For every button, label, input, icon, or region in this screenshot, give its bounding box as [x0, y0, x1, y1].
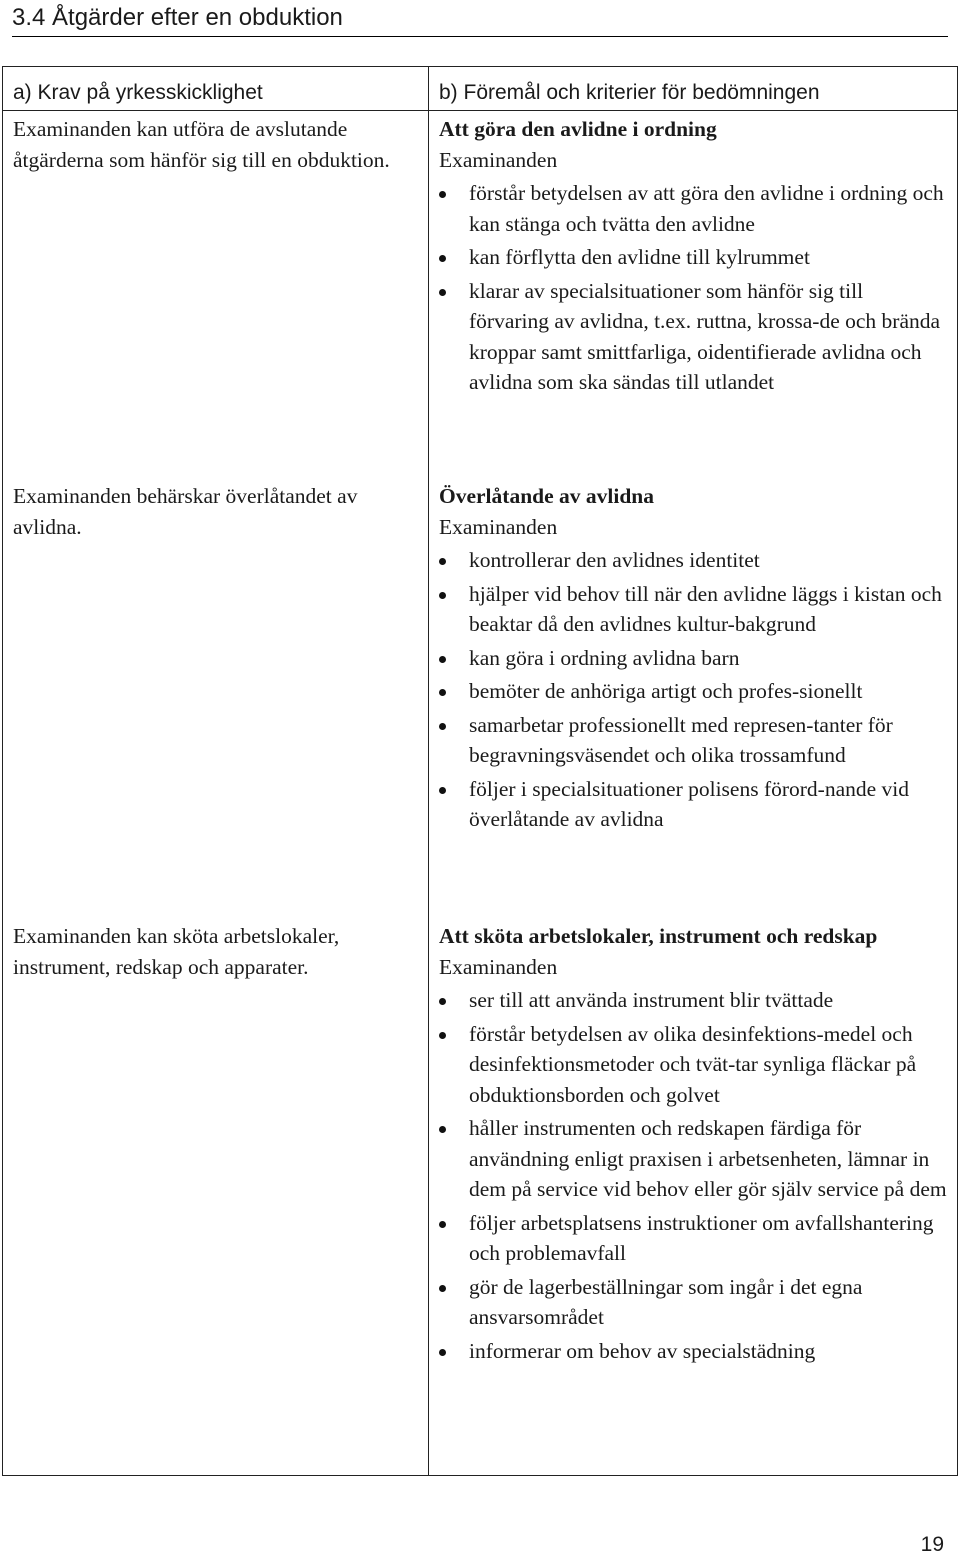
bullet-icon: [439, 787, 446, 794]
column-header-b-cell: [429, 67, 958, 111]
list-item: [439, 1113, 947, 1205]
criterion-text: bemöter de anhöriga artigt och profes-sionellt: [469, 679, 863, 703]
bullet-icon: [439, 592, 446, 599]
criteria-section: [439, 111, 947, 481]
list-item: [439, 579, 947, 640]
criteria-cell: [429, 111, 958, 1476]
list-item: [439, 1272, 947, 1333]
list-item: [439, 1336, 947, 1367]
bullet-icon: [439, 1221, 446, 1228]
bullet-icon: [439, 289, 446, 296]
list-item: [439, 676, 947, 707]
column-header-a: a) Krav på yrkesskicklighet: [13, 81, 263, 104]
criterion-text: följer arbetsplatsens instruktioner om avfallshantering och problemavfall: [469, 1210, 934, 1265]
criterion-text: hjälper vid behov till när den avlidne läggs i kistan och beaktar då den avlidnes kultur-bakgrund: [469, 581, 942, 636]
list-item: [439, 242, 947, 273]
bullet-icon: [439, 1285, 446, 1292]
bullet-icon: [439, 191, 446, 198]
section-title: Att göra den avlidne i ordning: [439, 117, 717, 141]
criterion-text: informerar om behov av specialstädning: [469, 1338, 816, 1363]
examinee-label: Examinanden: [439, 514, 558, 539]
criterion-text: kan förflytta den avlidne till kylrummet: [469, 245, 810, 269]
criterion-text: ser till att använda instrument blir tvättade: [469, 988, 834, 1012]
bullet-icon: [439, 558, 446, 565]
list-item: [439, 1019, 947, 1111]
criteria-section: [439, 921, 947, 1366]
list-item: [439, 710, 947, 771]
bullet-icon: [439, 689, 446, 696]
list-item: [439, 178, 947, 239]
list-item: [439, 545, 947, 576]
requirement-block: [13, 921, 416, 982]
criteria-list: [439, 178, 947, 398]
bullet-icon: [439, 1032, 446, 1039]
criterion-text: förstår betydelsen av att göra den avlidne i ordning och kan stänga och tvätta den avlidne: [469, 181, 944, 236]
bullet-icon: [439, 998, 446, 1005]
examinee-label: Examinanden: [439, 954, 558, 979]
list-item: [439, 1208, 947, 1269]
criteria-list: [439, 985, 947, 1366]
criteria-list: [439, 545, 947, 835]
assessment-table: [2, 66, 958, 1476]
bullet-icon: [439, 1349, 446, 1356]
requirement-block: [13, 111, 416, 481]
page-number: 19: [920, 1533, 944, 1556]
list-item: [439, 276, 947, 398]
criterion-text: håller instrumenten och redskapen färdiga för användning enligt praxisen i arbetsenheten, lämnar in dem på service vid behov eller gör själv service på dem: [469, 1116, 947, 1201]
criterion-text: kontrollerar den avlidnes identitet: [469, 548, 760, 572]
requirement-text: Examinanden kan sköta arbetslokaler, instrument, redskap och apparater.: [13, 924, 340, 979]
column-header-a-cell: [3, 67, 429, 111]
requirements-cell: [3, 111, 429, 1476]
table-header-row: [3, 67, 958, 111]
requirement-text: Examinanden kan utföra de avslutande åtgärderna som hänför sig till en obduktion.: [13, 117, 390, 172]
criterion-text: gör de lagerbeställningar som ingår i det egna ansvarsområdet: [469, 1274, 863, 1329]
bullet-icon: [439, 1126, 446, 1133]
section-title: Att sköta arbetslokaler, instrument och redskap: [439, 924, 878, 948]
examinee-label: Examinanden: [439, 147, 558, 172]
criterion-text: förstår betydelsen av olika desinfektions-medel och desinfektionsmetoder och tvät-tar synliga fläckar på obduktionsborden och golvet: [469, 1021, 917, 1107]
page-heading: 3.4 Åtgärder efter en obduktion: [12, 2, 948, 37]
criteria-section: [439, 481, 947, 921]
section-title: Överlåtande av avlidna: [439, 484, 655, 508]
list-item: [439, 774, 947, 835]
requirement-block: [13, 481, 416, 921]
criterion-text: klarar av specialsituationer som hänför sig till förvaring av avlidna, t.ex. ruttna, krossa-de och brända kroppar samt smittfarliga, oidentifierade avlidna och avlidna som ska sändas till utlandet: [469, 278, 941, 394]
table-body-row: [3, 111, 958, 1476]
bullet-icon: [439, 255, 446, 262]
criterion-text: kan göra i ordning avlidna barn: [469, 645, 740, 670]
bullet-icon: [439, 656, 446, 663]
criterion-text: samarbetar professionellt med represen-tanter för begravningsväsendet och olika trossamfund: [469, 712, 893, 767]
bullet-icon: [439, 723, 446, 730]
requirement-text: Examinanden behärskar överlåtandet av avlidna.: [13, 484, 358, 539]
list-item: [439, 985, 947, 1016]
column-header-b: b) Föremål och kriterier för bedömningen: [439, 81, 820, 104]
list-item: [439, 643, 947, 674]
criterion-text: följer i specialsituationer polisens förord-nande vid överlåtande av avlidna: [469, 776, 910, 831]
